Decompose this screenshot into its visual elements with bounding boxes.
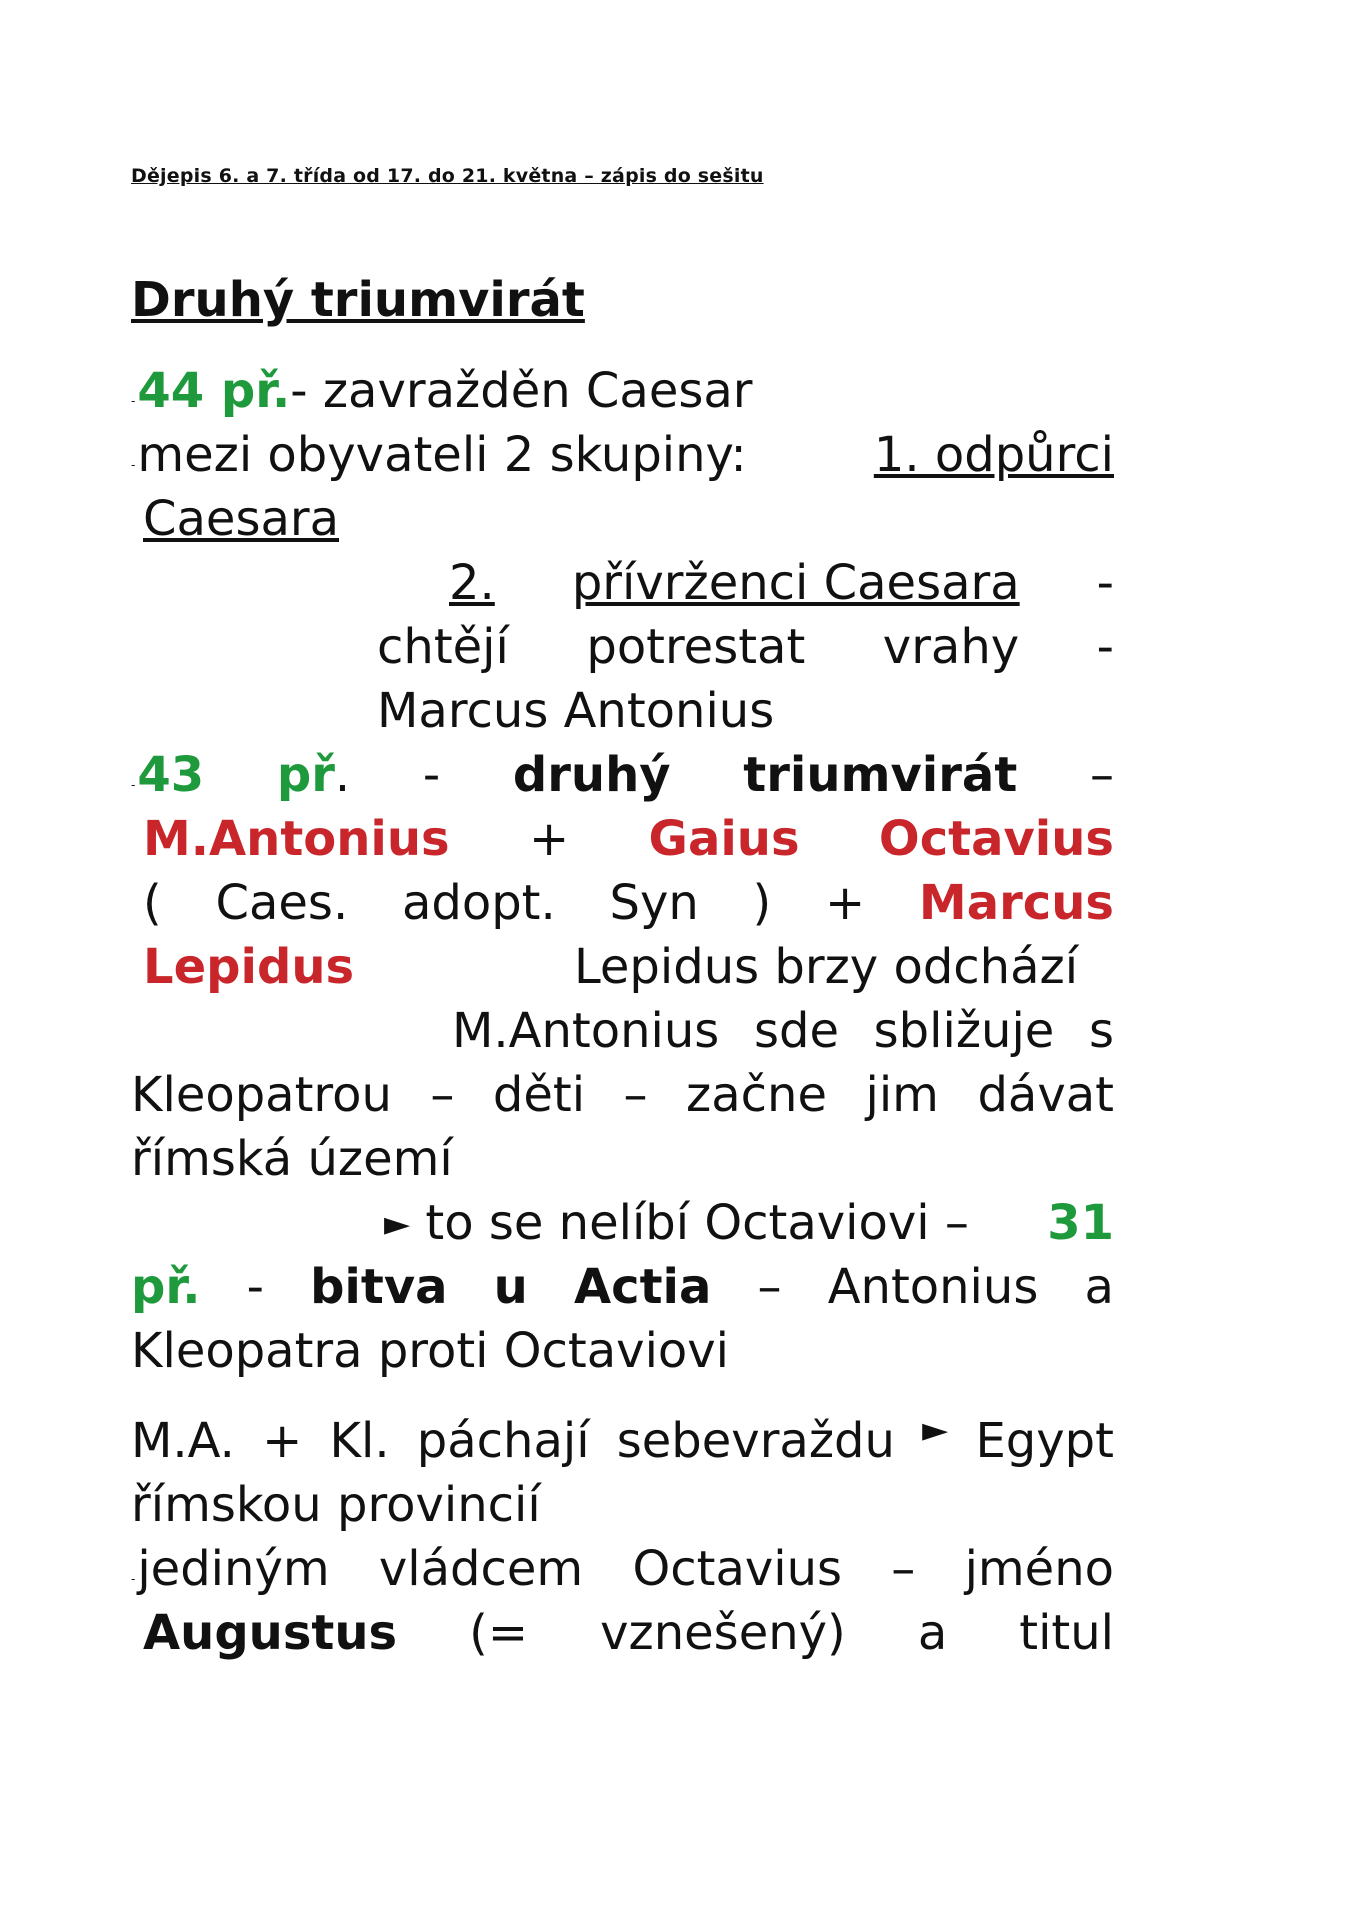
word: u bbox=[493, 1259, 528, 1315]
word: začne bbox=[686, 1067, 827, 1123]
word: potrestat bbox=[586, 619, 806, 675]
arrow-icon: ► bbox=[384, 1204, 411, 1244]
suicide-line-2: římskou provincií bbox=[131, 1477, 541, 1533]
suicide-line-1 bbox=[131, 1410, 1114, 1469]
word: děti bbox=[492, 1067, 586, 1123]
year-31: 31 bbox=[1047, 1195, 1114, 1251]
group-1-cont: Caesara bbox=[143, 491, 340, 547]
antonius-line-1 bbox=[452, 1003, 1114, 1059]
word: sebevraždu bbox=[616, 1413, 895, 1469]
word: bitva bbox=[310, 1259, 448, 1315]
member-octavius: Octavius bbox=[878, 811, 1114, 867]
document-header: Dějepis 6. a 7. třída od 17. do 21. května – zápis do sešitu bbox=[131, 165, 764, 187]
word: jméno bbox=[964, 1541, 1114, 1597]
page-title: Druhý triumvirát bbox=[131, 272, 585, 328]
word: Octavius bbox=[632, 1541, 843, 1597]
paren: ) bbox=[752, 875, 772, 931]
bullet-marker: - bbox=[131, 1572, 136, 1586]
antonius-line-2 bbox=[131, 1067, 1114, 1123]
dash: - bbox=[1096, 619, 1114, 675]
antonius-line-3: římská území bbox=[131, 1131, 453, 1187]
group-2-line bbox=[449, 555, 1114, 611]
word: druhý bbox=[512, 747, 671, 803]
lepidus-leaves: Lepidus brzy odchází bbox=[574, 939, 1079, 995]
octavius-text: to se nelíbí Octaviovi – bbox=[425, 1195, 969, 1251]
word: triumvirát bbox=[743, 747, 1018, 803]
dash: - bbox=[1096, 555, 1114, 611]
paren: ( bbox=[143, 875, 162, 931]
group-1-label: 1. odpůrci bbox=[873, 427, 1114, 483]
word: Caes. bbox=[215, 875, 349, 931]
word: chtějí bbox=[377, 619, 509, 675]
year-suffix: př. bbox=[131, 1259, 201, 1315]
word: M.Antonius bbox=[452, 1003, 720, 1059]
word: sbližuje bbox=[873, 1003, 1055, 1059]
word: + bbox=[262, 1413, 303, 1469]
bullet-marker: - bbox=[131, 778, 136, 792]
octavius-line-3: Kleopatra proti Octaviovi bbox=[131, 1323, 730, 1379]
word: vládcem bbox=[378, 1541, 584, 1597]
word: vrahy bbox=[882, 619, 1020, 675]
word: – bbox=[430, 1067, 455, 1123]
word: páchají bbox=[416, 1413, 590, 1469]
dash: - bbox=[246, 1259, 264, 1315]
word: Syn bbox=[609, 875, 699, 931]
member-antonius: M.Antonius bbox=[143, 811, 450, 867]
word: vznešený) bbox=[600, 1605, 846, 1661]
plus: + bbox=[528, 811, 570, 867]
members-line-2 bbox=[143, 875, 1114, 931]
octavius-line-1 bbox=[384, 1195, 1114, 1251]
member-lepidus: Lepidus bbox=[143, 939, 355, 995]
year-suffix: př bbox=[276, 747, 335, 803]
member-gaius: Gaius bbox=[648, 811, 800, 867]
word: a bbox=[1084, 1259, 1114, 1315]
word: titul bbox=[1019, 1605, 1114, 1661]
word: a bbox=[917, 1605, 948, 1661]
word: – bbox=[623, 1067, 648, 1123]
group-2-label: přívrženci Caesara bbox=[571, 555, 1020, 611]
plus: + bbox=[824, 875, 866, 931]
dash: – bbox=[757, 1259, 782, 1315]
word: jim bbox=[865, 1067, 939, 1123]
word: sde bbox=[753, 1003, 839, 1059]
word: dávat bbox=[977, 1067, 1114, 1123]
bullet-marker: - bbox=[131, 394, 136, 408]
augustus-line-2 bbox=[143, 1605, 1114, 1661]
groups-line bbox=[131, 427, 1114, 483]
dash: - bbox=[422, 747, 441, 803]
year-44: 44 př. bbox=[137, 363, 291, 419]
word: Kleopatrou bbox=[131, 1067, 392, 1123]
event-43bc bbox=[131, 747, 1114, 803]
word: – bbox=[891, 1541, 916, 1597]
word: jediným bbox=[137, 1541, 330, 1597]
member-marcus: Marcus bbox=[918, 875, 1114, 931]
group-2-desc bbox=[377, 619, 1114, 675]
year-43: 43 bbox=[137, 747, 205, 803]
word: adopt. bbox=[401, 875, 556, 931]
members-line-1 bbox=[143, 811, 1114, 867]
group-2-leader: Marcus Antonius bbox=[377, 683, 775, 739]
event-text: - zavražděn Caesar bbox=[290, 363, 753, 419]
dash: – bbox=[1089, 747, 1114, 803]
augustus-name: Augustus bbox=[143, 1605, 398, 1661]
arrow-icon: ► bbox=[922, 1410, 949, 1450]
word: Egypt bbox=[975, 1413, 1114, 1469]
word: Actia bbox=[573, 1259, 712, 1315]
augustus-line-1 bbox=[131, 1541, 1114, 1597]
groups-intro: mezi obyvateli 2 skupiny: bbox=[137, 427, 747, 483]
bullet-marker: - bbox=[131, 458, 136, 472]
event-44bc bbox=[131, 363, 753, 419]
octavius-line-2 bbox=[131, 1259, 1114, 1315]
word: Antonius bbox=[827, 1259, 1039, 1315]
group-2-num: 2. bbox=[449, 555, 495, 611]
word: s bbox=[1088, 1003, 1114, 1059]
dot: . bbox=[334, 747, 351, 803]
word: (= bbox=[469, 1605, 529, 1661]
word: M.A. bbox=[131, 1413, 235, 1469]
word: Kl. bbox=[329, 1413, 390, 1469]
